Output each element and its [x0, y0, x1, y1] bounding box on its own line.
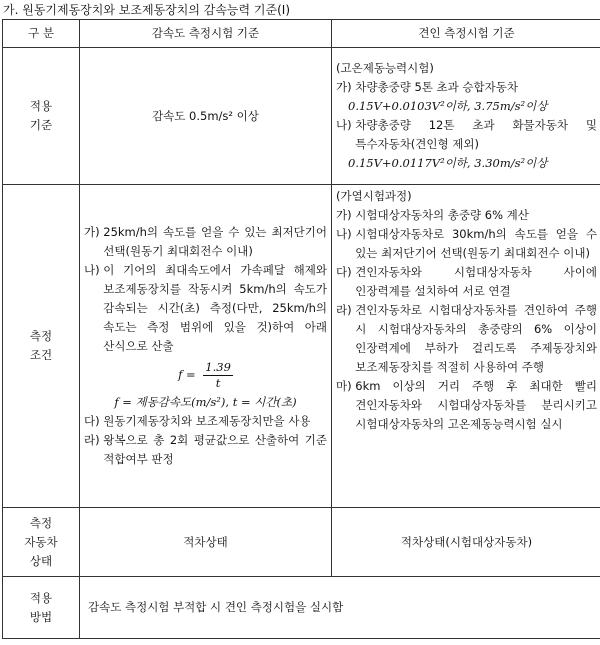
row-apply-method	[3, 577, 600, 639]
apply-method-text: 감속도 측정시험 부적합 시 견인 측정시험을 실시함	[88, 600, 344, 614]
list-item	[336, 263, 597, 301]
item-text: 25km/h의 속도를 얻을 수 있는 최저단기어 선택(원동기 최대회전수 이내)	[103, 225, 327, 258]
label-vehicle-state	[3, 508, 80, 577]
row-vehicle-state	[3, 508, 600, 577]
list-item	[336, 78, 597, 97]
item-marker: 라)	[84, 433, 104, 447]
list-item	[336, 377, 597, 434]
formula-denominator: t	[215, 376, 221, 390]
item-marker: 나)	[84, 263, 104, 277]
item-text: 차량총중량 5톤 초과 승합자동차	[355, 80, 518, 94]
label-conditions	[3, 185, 80, 508]
header-decel-test: 감속도 측정시험 기준	[80, 20, 332, 48]
apply-method-cell	[80, 577, 600, 639]
list-item	[336, 225, 597, 263]
list-item	[84, 223, 327, 261]
tow-conditions-heading: (가열시험과정)	[336, 189, 412, 203]
item-marker: 다)	[84, 414, 104, 428]
row-apply-standard	[3, 48, 600, 185]
item-marker: 라)	[336, 303, 356, 317]
item-text: 왕복으로 총 2회 평균값으로 산출하여 기준 적합여부 판정	[103, 433, 327, 466]
item-text: 6km 이상의 거리 주행 후 최대한 빨리 견인자동차와 시험대상자동차를 분리시키고 시험대상자동차의 고온제동능력시험 실시	[355, 379, 597, 431]
tow-standard-heading: (고온제동능력시험)	[336, 61, 434, 75]
item-marker: 가)	[84, 225, 104, 239]
header-row	[3, 20, 600, 48]
list-item	[336, 206, 597, 225]
decel-standard-cell	[80, 48, 332, 185]
item-marker: 가)	[336, 80, 356, 94]
tow-conditions-cell	[332, 185, 600, 508]
decel-standard-text: 감속도 0.5m/s² 이상	[152, 108, 259, 123]
header-tow-test: 견인 측정시험 기준	[332, 20, 600, 48]
label-line: 적용	[29, 99, 53, 113]
label-line: 측정	[29, 329, 53, 343]
formula-numerator: 1.39	[205, 360, 231, 374]
item-marker: 나)	[336, 227, 356, 241]
formula-lhs: f =	[178, 367, 196, 382]
label-line: 적용	[29, 590, 53, 605]
item-text: 이 기어의 최대속도에서 가속페달 해제와 보조제동장치를 작동시켜 5km/h의 속도가 감속되는 시간(초) 측정(다만, 25km/h의 속도는 측정 범위에 있을 것)하여 아래 산식으로 산출	[103, 263, 327, 353]
header-category: 구 분	[3, 20, 80, 48]
item-text: 시험대상자동차로 30km/h의 속도를 얻을 수 있는 최저단기어 선택(원동기 최대회전수 이내)	[355, 227, 597, 260]
item-text: 견인자동차와 시험대상자동차 사이에 인장력계를 설치하여 서로 연결	[355, 265, 597, 298]
label-line: 자동차	[24, 534, 58, 549]
label-line: 기준	[29, 118, 53, 132]
formula-fraction	[203, 360, 233, 391]
item-marker: 마)	[336, 379, 356, 393]
page-title: 가. 원동기제동장치와 보조제동장치의 감속능력 기준(Ⅰ)	[3, 3, 291, 17]
decel-capability-table	[2, 19, 600, 639]
tow-formula-bus: 0.15V+0.0103V²이하, 3.75m/s²이상	[348, 99, 548, 113]
list-item	[336, 301, 597, 377]
item-text: 견인자동차로 시험대상자동차를 견인하여 주행 시 시험대상자동차의 총중량의 6% 이상이 인장력계에 부하가 걸리도록 주제동장치와 보조제동장치를 적절히 사용하여 주행	[355, 303, 597, 374]
decel-conditions-cell	[80, 185, 332, 508]
tow-vehicle-state: 적차상태(시험대상자동차)	[332, 508, 600, 577]
label-apply-method	[3, 577, 80, 639]
tow-standard-cell	[332, 48, 600, 185]
item-text: 원동기제동장치와 보조제동장치만을 사용	[103, 414, 311, 428]
label-line: 측정	[29, 515, 53, 530]
formula-definition: f = 제동감속도(m/s²), t = 시간(초)	[114, 395, 297, 409]
list-item	[84, 412, 327, 431]
item-marker: 나)	[336, 118, 356, 132]
row-conditions	[3, 185, 600, 508]
label-line: 조건	[29, 348, 53, 362]
label-line: 방법	[29, 609, 53, 624]
label-line: 상태	[29, 553, 53, 568]
item-marker: 다)	[336, 265, 356, 279]
decel-formula	[84, 360, 327, 391]
tow-formula-truck: 0.15V+0.0117V²이하, 3.30m/s²이상	[348, 156, 548, 170]
item-text: 차량총중량 12톤 초과 화물자동차 및 특수자동차(견인형 제외)	[355, 118, 597, 151]
list-item	[336, 116, 597, 154]
item-marker: 가)	[336, 208, 356, 222]
label-apply-standard	[3, 48, 80, 185]
decel-vehicle-state: 적차상태	[80, 508, 332, 577]
item-text: 시험대상자동차의 총중량 6% 계산	[355, 208, 529, 222]
list-item	[84, 261, 327, 356]
list-item	[84, 431, 327, 469]
